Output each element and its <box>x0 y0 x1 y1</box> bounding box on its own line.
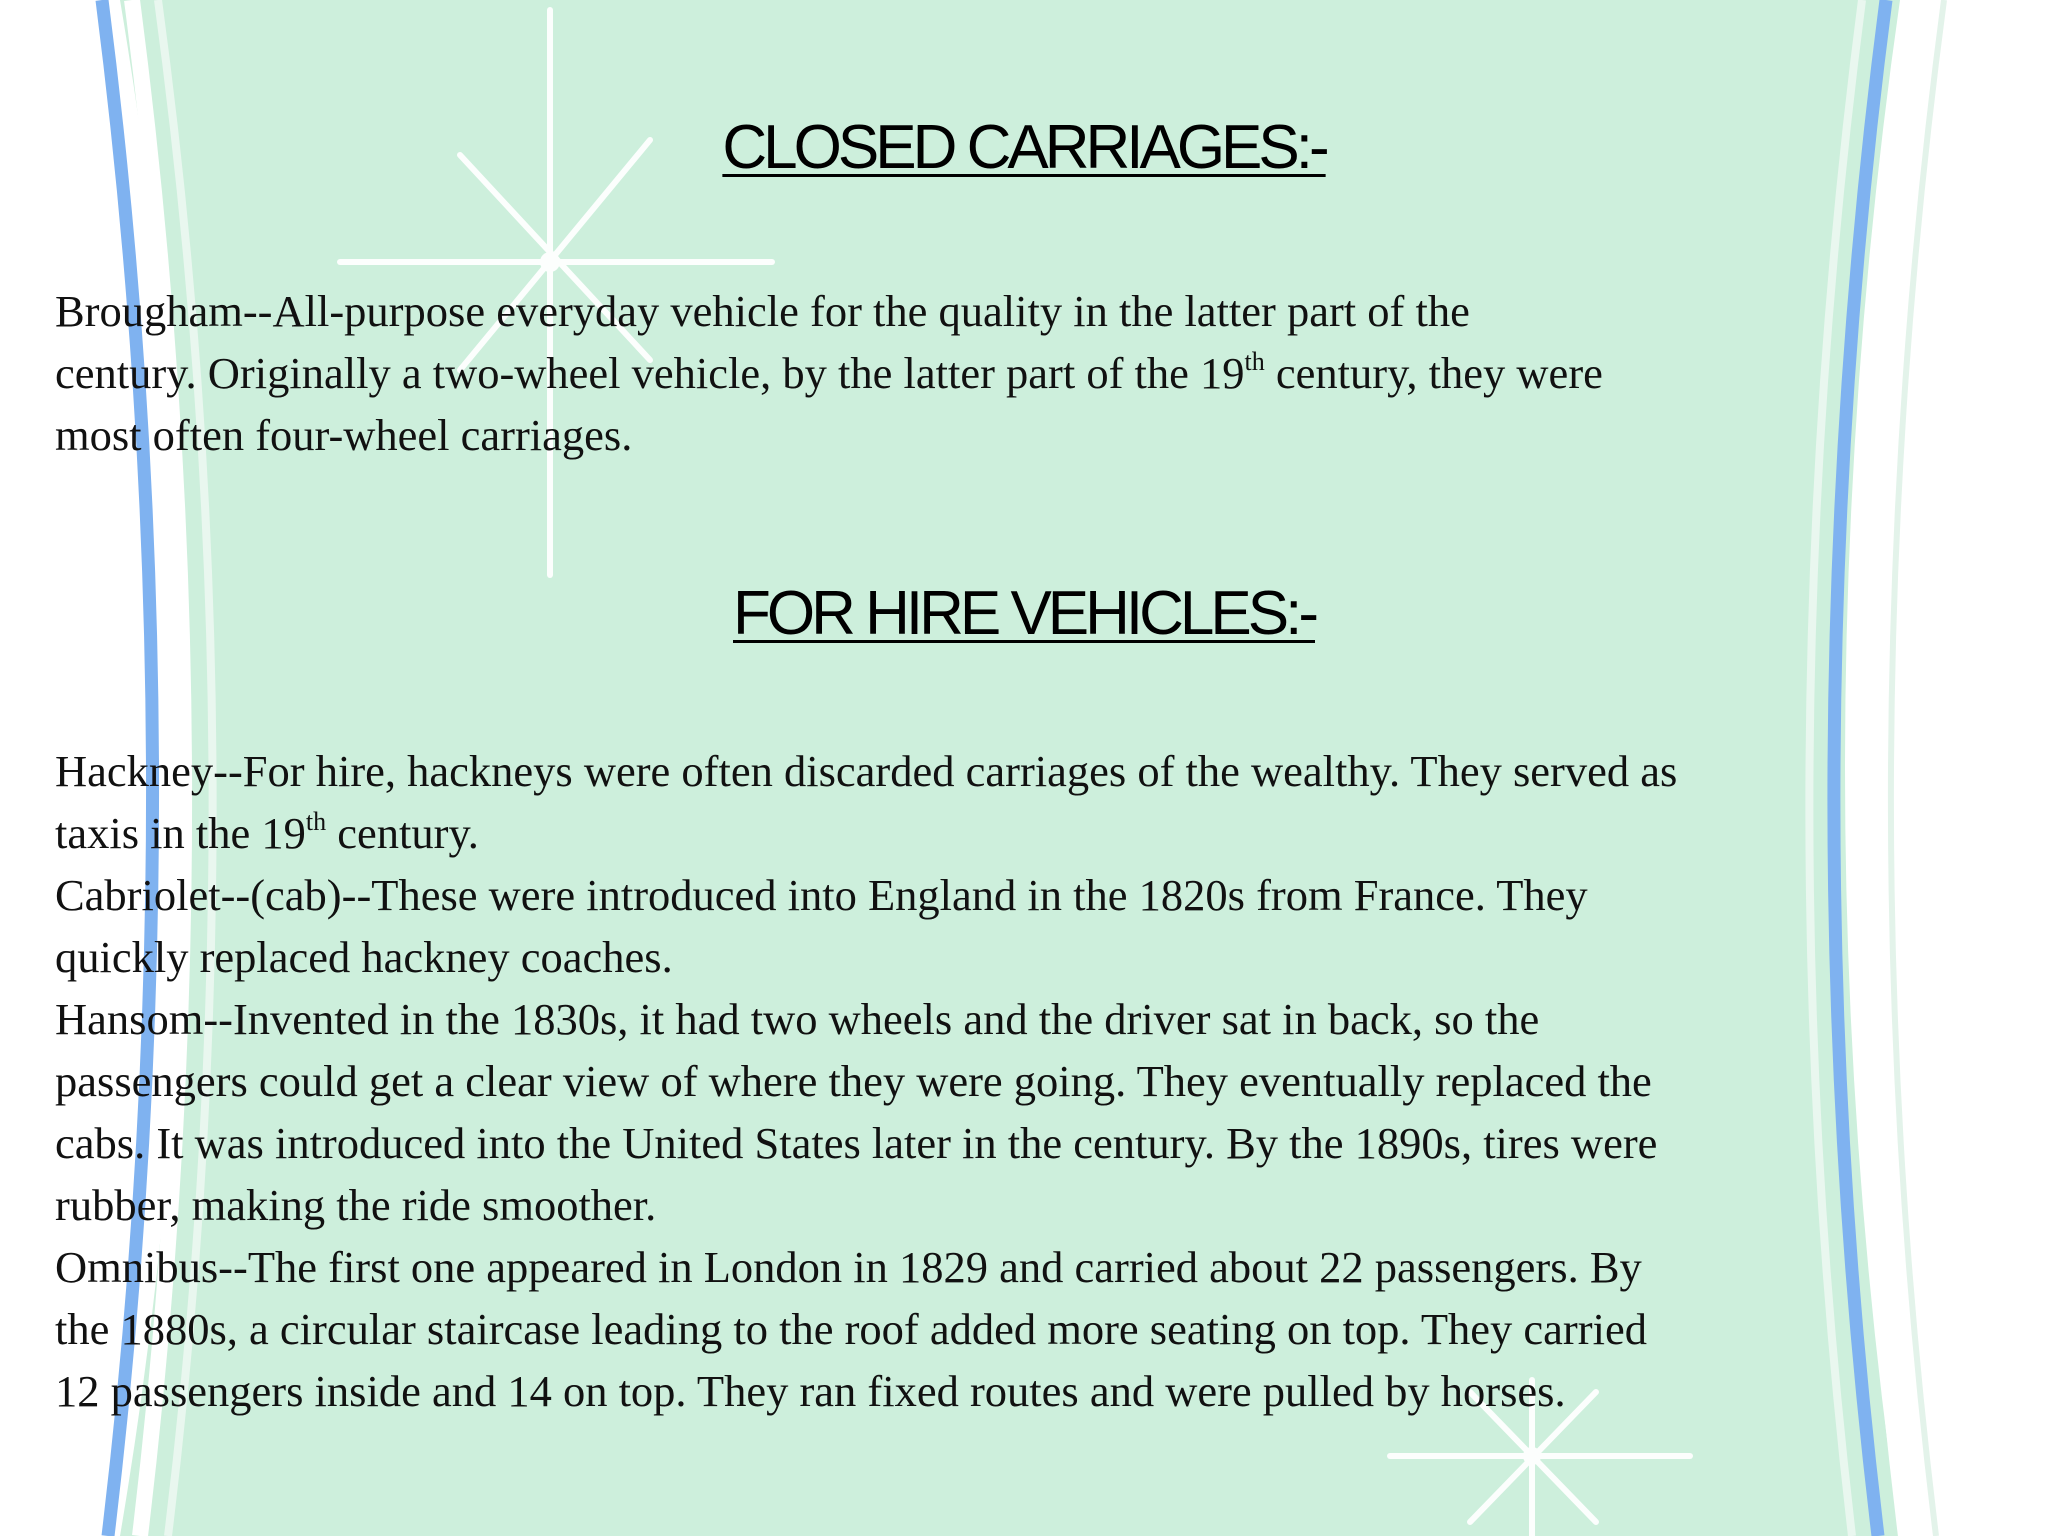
text-line: cabs. It was introduced into the United States later in the century. By the 1890s, tires were <box>55 1118 1658 1168</box>
text-line: Omnibus--The first one appeared in London in 1829 and carried about 22 passengers. By <box>55 1242 1642 1292</box>
heading-text: FOR HIRE VEHICLES:- <box>733 579 1315 648</box>
paragraph-for-hire-vehicles <box>55 740 2005 1422</box>
text-line: passengers could get a clear view of where they were going. They eventually replaced the <box>55 1056 1652 1106</box>
text-line: quickly replaced hackney coaches. <box>55 932 673 982</box>
text-line: taxis in the 19th century. <box>55 807 479 858</box>
heading-closed-carriages <box>0 112 2048 183</box>
heading-text: CLOSED CARRIAGES:- <box>722 113 1326 182</box>
text-line: Brougham--All-purpose everyday vehicle for the quality in the latter part of the <box>55 286 1470 336</box>
text-line: most often four-wheel carriages. <box>55 410 633 460</box>
heading-for-hire-vehicles <box>0 578 2048 649</box>
text-line: Cabriolet--(cab)--These were introduced into England in the 1820s from France. They <box>55 870 1588 920</box>
text-line: Hackney--For hire, hackneys were often discarded carriages of the wealthy. They served as <box>55 746 1678 796</box>
text-line: rubber, making the ride smoother. <box>55 1180 657 1230</box>
text-line: the 1880s, a circular staircase leading to the roof added more seating on top. They carried <box>55 1304 1647 1354</box>
text-line: century. Originally a two-wheel vehicle, by the latter part of the 19th century, they were <box>55 347 1603 398</box>
text-line: Hansom--Invented in the 1830s, it had two wheels and the driver sat in back, so the <box>55 994 1540 1044</box>
paragraph-closed-carriages <box>55 280 2005 466</box>
text-line: 12 passengers inside and 14 on top. They ran fixed routes and were pulled by horses. <box>55 1366 1566 1416</box>
